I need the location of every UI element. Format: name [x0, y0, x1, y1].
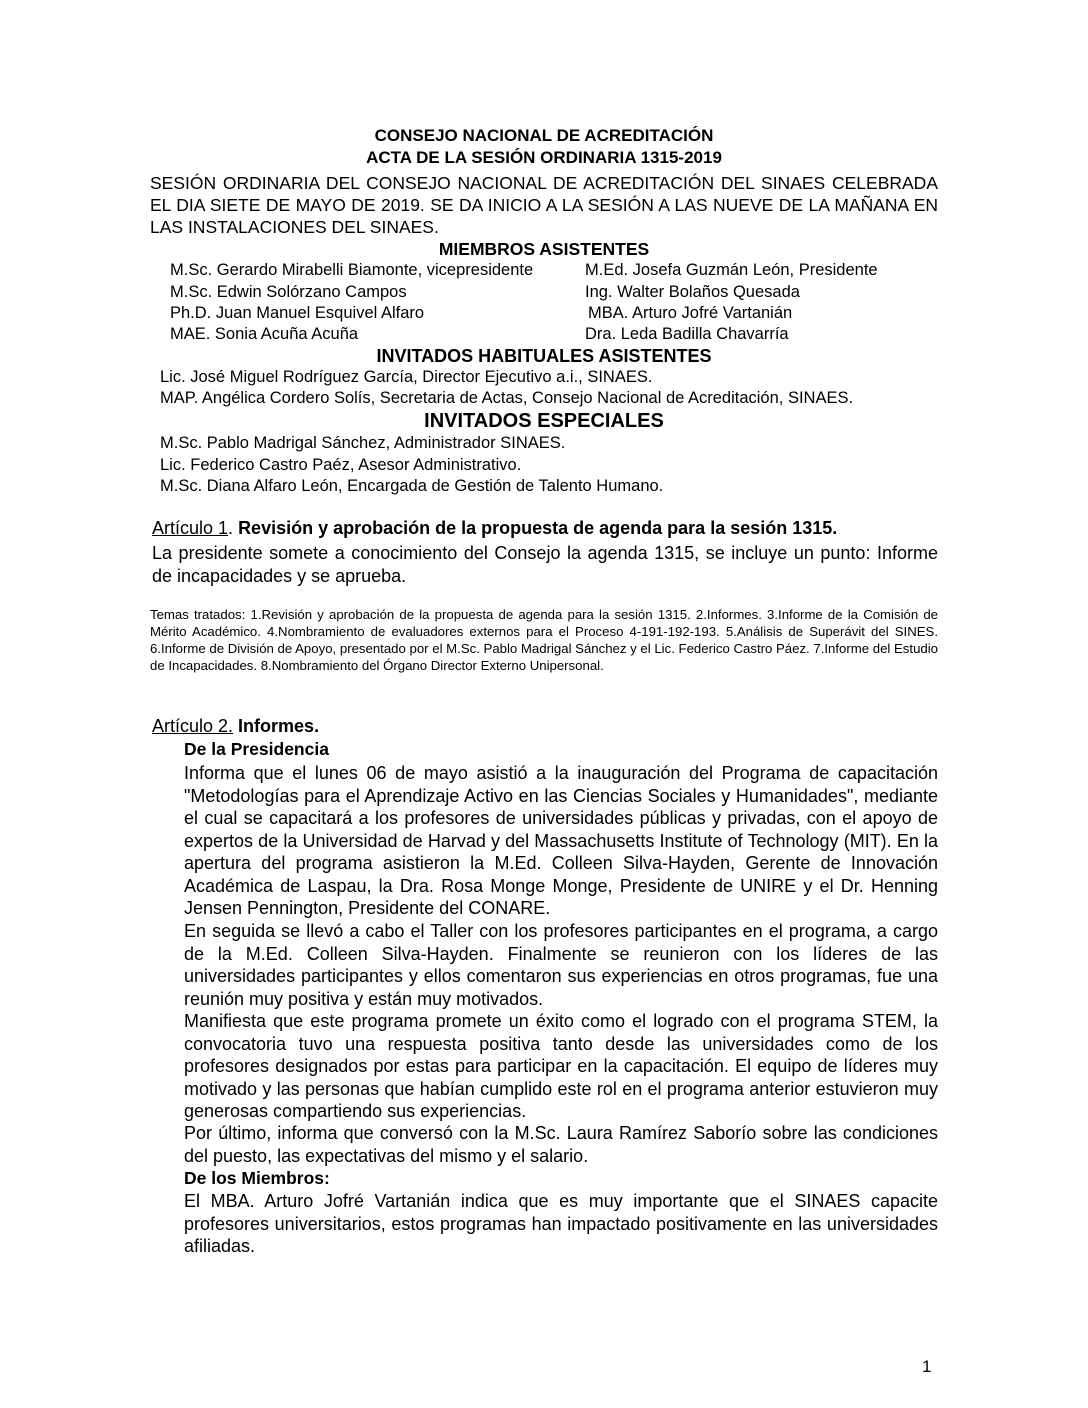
member-left-4: MAE. Sonia Acuña Acuña: [170, 325, 359, 343]
article-1-title: Revisión y aprobación de la propuesta de agenda para la sesión 1315.: [238, 518, 838, 538]
article-1-body: La presidente somete a conocimiento del Consejo la agenda 1315, se incluye un punto: Informe de incapacidades y se aprueba.: [152, 543, 938, 586]
presidency-paragraph-2: En seguida se llevó a cabo el Taller con los profesores participantes en el programa, a cargo de la M.Ed. Colleen Silva-Hayden. Finalmente se reunieron con los líderes de las universidades participantes y ellos comentaron sus experiencias en otros programas, fue una reunión muy positiva y están muy motivados.: [184, 921, 938, 1009]
presidency-paragraph-4: Por último, informa que conversó con la M.Sc. Laura Ramírez Saborío sobre las condiciones del puesto, las expectativas del mismo y el salario.: [184, 1123, 938, 1166]
habitual-guest-2: MAP. Angélica Cordero Solís, Secretaria de Actas, Consejo Nacional de Acreditación, SINAES.: [160, 389, 854, 407]
article-2-heading: [152, 716, 319, 737]
article-2-label: Artículo 2.: [152, 716, 234, 736]
special-guest-1: M.Sc. Pablo Madrigal Sánchez, Administrador SINAES.: [160, 434, 566, 452]
member-left-1: M.Sc. Gerardo Mirabelli Biamonte, vicepresidente: [170, 261, 534, 279]
special-guest-3: M.Sc. Diana Alfaro León, Encargada de Gestión de Talento Humano.: [160, 477, 664, 495]
member-right-2: Ing. Walter Bolaños Quesada: [585, 283, 800, 301]
special-guest-2: Lic. Federico Castro Paéz, Asesor Administrativo.: [160, 456, 522, 474]
member-right-1: M.Ed. Josefa Guzmán León, Presidente: [585, 261, 878, 279]
members-heading: MIEMBROS ASISTENTES: [438, 239, 650, 259]
doc-subtitle: ACTA DE LA SESIÓN ORDINARIA 1315-2019: [366, 148, 722, 167]
presidency-heading: De la Presidencia: [184, 739, 329, 759]
article-1-heading: [152, 518, 837, 539]
page-number: 1: [922, 1357, 932, 1376]
topics-summary: Temas tratados: 1.Revisión y aprobación de la propuesta de agenda para la sesión 1315. 2.Informes. 3.Informe de la Comisión de Mérito Académico. 4.Nombramiento de evaluadores externos para el Proceso 4-191-192-193. 5.Análisis de Superávit del SINES. 6.Informe de División de Apoyo, presentado por el M.Sc. Pablo Madrigal Sánchez y el Lic. Federico Castro Páez. 7.Informe del Estudio de Incapacidades. 8.Nombramiento del Órgano Director Externo Unipersonal.: [150, 607, 938, 673]
article-1-label: Artículo 1: [152, 518, 229, 538]
member-right-3: MBA. Arturo Jofré Vartanián: [588, 304, 793, 322]
member-left-3: Ph.D. Juan Manuel Esquivel Alfaro: [170, 304, 425, 322]
member-left-2: M.Sc. Edwin Solórzano Campos: [170, 283, 407, 301]
session-intro: SESIÓN ORDINARIA DEL CONSEJO NACIONAL DE ACREDITACIÓN DEL SINAES CELEBRADA EL DIA SIETE DE MAYO DE 2019. SE DA INICIO A LA SESIÓN A LAS NUEVE DE LA MAÑANA EN LAS INSTALACIONES DEL SINAES.: [150, 173, 938, 237]
presidency-paragraph-3: Manifiesta que este programa promete un éxito como el logrado con el programa STEM, la convocatoria tuvo una respuesta positiva tanto desde las universidades como de los profesores designados por estas para participar en la capacitación. El equipo de líderes muy motivado y las personas que habían cumplido este rol en el programa anterior estuvieron muy generosas compartiendo sus experiencias.: [184, 1011, 938, 1121]
presidency-paragraph-1: Informa que el lunes 06 de mayo asistió a la inauguración del Programa de capacitación "Metodologías para el Aprendizaje Activo en las Ciencias Sociales y Humanidades", mediante el cual se capacitará a los profesores de universidades públicas y privadas, con el apoyo de expertos de la Universidad de Harvad y del Massachusetts Institute of Technology (MIT). En la apertura del programa asistieron la M.Ed. Colleen Silva-Hayden, Gerente de Innovación Académica de Laspau, la Dra. Rosa Monge Monge, Presidente de UNIRE y el Dr. Henning Jensen Pennington, Presidente del CONARE.: [184, 763, 938, 918]
habitual-guests-heading: INVITADOS HABITUALES ASISTENTES: [376, 346, 712, 366]
special-guests-heading: INVITADOS ESPECIALES: [424, 410, 664, 432]
habitual-guest-1: Lic. José Miguel Rodríguez García, Director Ejecutivo a.i., SINAES.: [160, 368, 653, 386]
article-2-title: Informes.: [233, 716, 320, 736]
members-paragraph-1: El MBA. Arturo Jofré Vartanián indica que es muy importante que el SINAES capacite profesores universitarios, estos programas han impactado positivamente en las universidades afiliadas.: [184, 1191, 938, 1256]
article-1-sep: .: [228, 518, 239, 538]
members-reports-heading: De los Miembros:: [184, 1168, 330, 1188]
member-right-4: Dra. Leda Badilla Chavarría: [585, 325, 789, 343]
doc-title: CONSEJO NACIONAL DE ACREDITACIÓN: [374, 126, 714, 145]
